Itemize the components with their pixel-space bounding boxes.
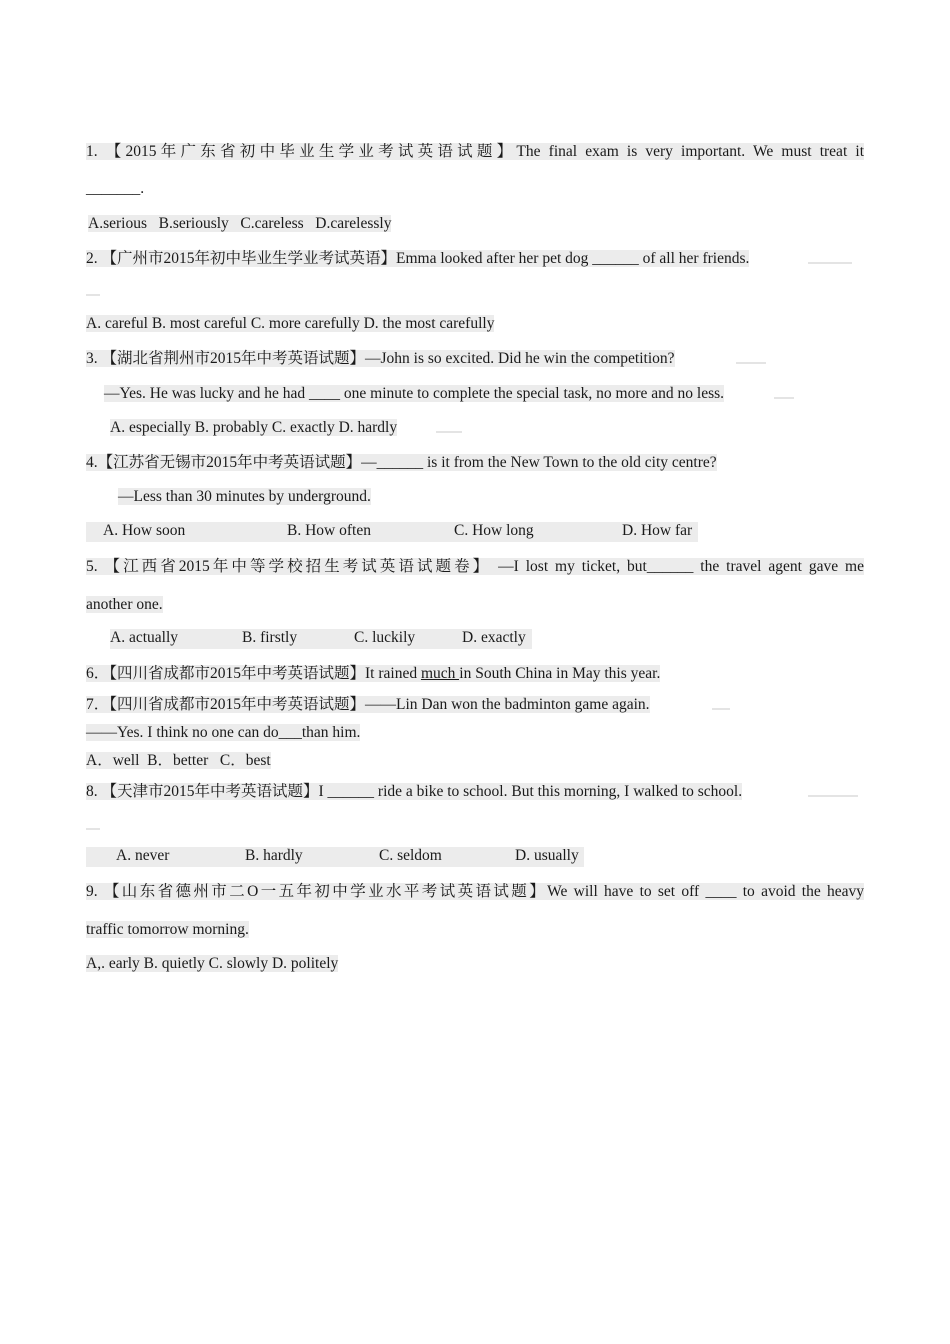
q9-options: A,. early B. quietly C. slowly D. politely	[86, 955, 339, 972]
q4-option-c: C. How long	[454, 522, 534, 539]
q5-option-b: B. firstly	[242, 629, 298, 646]
q9-stem-line1: 9. 【山东省德州市二O一五年初中学业水平考试英语试题】We will have to set off ____ to avoid the heavy	[86, 883, 864, 900]
q2-stem: 2. 【广州市2015年初中毕业生学业考试英语】Emma looked after her pet dog ______ of all her friends.	[86, 250, 750, 267]
q8-empty-line-mark	[86, 828, 100, 830]
q3-line2-mark	[774, 397, 794, 399]
q4-stem: 4.【江苏省无锡市2015年中考英语试题】—______ is it from the New Town to the old city centre?	[86, 454, 717, 471]
q7-options: A．well B．better C．best	[86, 752, 271, 769]
q2-paragraph-mark	[808, 262, 852, 264]
q5-stem-line1: 5. 【江西省2015年中等学校招生考试英语试题卷】 —I lost my ticket, but______ the travel agent gave me	[86, 558, 864, 575]
q1-blank: _______.	[86, 180, 145, 197]
q4-option-d: D. How far	[622, 522, 693, 539]
q6-stem-prefix: 6．【四川省成都市2015年中考英语试题】It rained	[86, 665, 421, 682]
q7-paragraph-mark	[712, 708, 730, 710]
q4-option-b: B. How often	[287, 522, 371, 539]
q3-options: A. especially B. probably C. exactly D. hardly	[110, 419, 398, 436]
q3-stem: 3. 【湖北省荆州市2015年中考英语试题】—John is so excited. Did he win the competition?	[86, 350, 675, 367]
q3-options-mark	[436, 431, 462, 433]
q4-option-a: A. How soon	[103, 522, 186, 539]
q5-options-row	[110, 629, 532, 649]
q8-option-c: C. seldom	[379, 847, 442, 864]
q7-stem: 7．【四川省成都市2015年中考英语试题】——Lin Dan won the badminton game again.	[86, 696, 650, 713]
q8-stem: 8. 【天津市2015年中考英语试题】I ______ ride a bike to school. But this morning, I walked to school.	[86, 783, 743, 800]
q8-option-b: B. hardly	[245, 847, 303, 864]
q8-paragraph-mark	[808, 795, 858, 797]
q6-underlined-word: much	[420, 665, 460, 682]
q9-stem-line2: traffic tomorrow morning.	[86, 921, 249, 938]
q5-stem-line2: another one.	[86, 596, 163, 613]
q8-option-d: D. usually	[515, 847, 579, 864]
q8-option-a: A. never	[116, 847, 170, 864]
q4-answer: —Less than 30 minutes by underground.	[118, 488, 371, 505]
q5-option-d: D. exactly	[462, 629, 526, 646]
q1-stem-line1: 1. 【2015年广东省初中毕业生学业考试英语试题】The final exam is very important. We must treat it	[86, 143, 864, 160]
q6-stem	[86, 664, 660, 684]
q6-stem-suffix: in South China in May this year.	[459, 665, 661, 682]
q5-option-a: A. actually	[110, 629, 179, 646]
q1-options: A.serious B.seriously C.careless D.carelessly	[88, 215, 392, 232]
q3-line2: —Yes. He was lucky and he had ____ one minute to complete the special task, no more and no less.	[104, 385, 725, 402]
q5-option-c: C. luckily	[354, 629, 416, 646]
q7-line2: ——Yes. I think no one can do___than him.	[86, 724, 361, 741]
q2-options: A. careful B. most careful C. more carefully D. the most carefully	[86, 315, 495, 332]
q4-options-row	[86, 522, 698, 542]
q8-options-row	[86, 847, 584, 867]
q3-paragraph-mark	[736, 362, 766, 364]
q2-empty-line-mark	[86, 294, 100, 296]
